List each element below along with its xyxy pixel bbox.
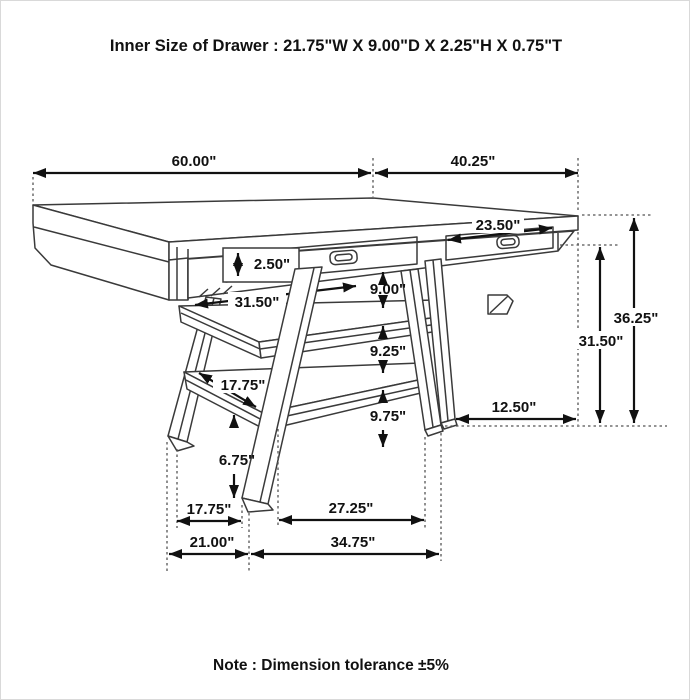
svg-text:9.00": 9.00"	[369, 281, 407, 298]
svg-text:9.75": 9.75"	[369, 408, 407, 425]
tolerance-note: Note : Dimension tolerance ±5%	[213, 657, 449, 674]
left-drawer-handle	[330, 250, 358, 265]
svg-text:9.25": 9.25"	[369, 343, 407, 360]
dim-floor-to-apron-height	[572, 247, 629, 423]
dim-right-base-width	[251, 534, 439, 554]
svg-text:31.50": 31.50"	[578, 333, 624, 350]
dim-left-feet-span	[177, 501, 241, 521]
svg-text:2.50": 2.50"	[253, 256, 291, 273]
svg-text:40.25": 40.25"	[450, 153, 496, 170]
dim-top-length	[33, 153, 371, 173]
svg-text:27.25": 27.25"	[328, 500, 374, 517]
svg-text:21.00": 21.00"	[189, 534, 235, 551]
dim-leg-inset-from-top	[456, 399, 576, 419]
dim-inner-feet-span	[279, 500, 424, 520]
rear-rail-end	[488, 295, 513, 314]
right-drawer-handle	[497, 235, 520, 249]
table-dimension-diagram	[1, 1, 690, 700]
svg-text:34.75": 34.75"	[330, 534, 376, 551]
dim-left-base-width	[169, 534, 248, 554]
svg-text:17.75": 17.75"	[220, 377, 266, 394]
svg-text:23.50": 23.50"	[475, 217, 521, 234]
dim-top-end-width	[375, 153, 578, 173]
dim-drawer-front-height	[223, 248, 299, 282]
svg-text:6.75": 6.75"	[218, 452, 256, 469]
svg-text:36.25": 36.25"	[613, 310, 659, 327]
svg-text:60.00": 60.00"	[171, 153, 217, 170]
drawer-inner-size-title: Inner Size of Drawer : 21.75"W X 9.00"D X 2.25"H X 0.75"T	[109, 37, 563, 55]
svg-text:17.75": 17.75"	[186, 501, 232, 518]
dim-overall-height	[607, 218, 665, 423]
svg-text:12.50": 12.50"	[491, 399, 537, 416]
svg-text:31.50": 31.50"	[234, 294, 280, 311]
